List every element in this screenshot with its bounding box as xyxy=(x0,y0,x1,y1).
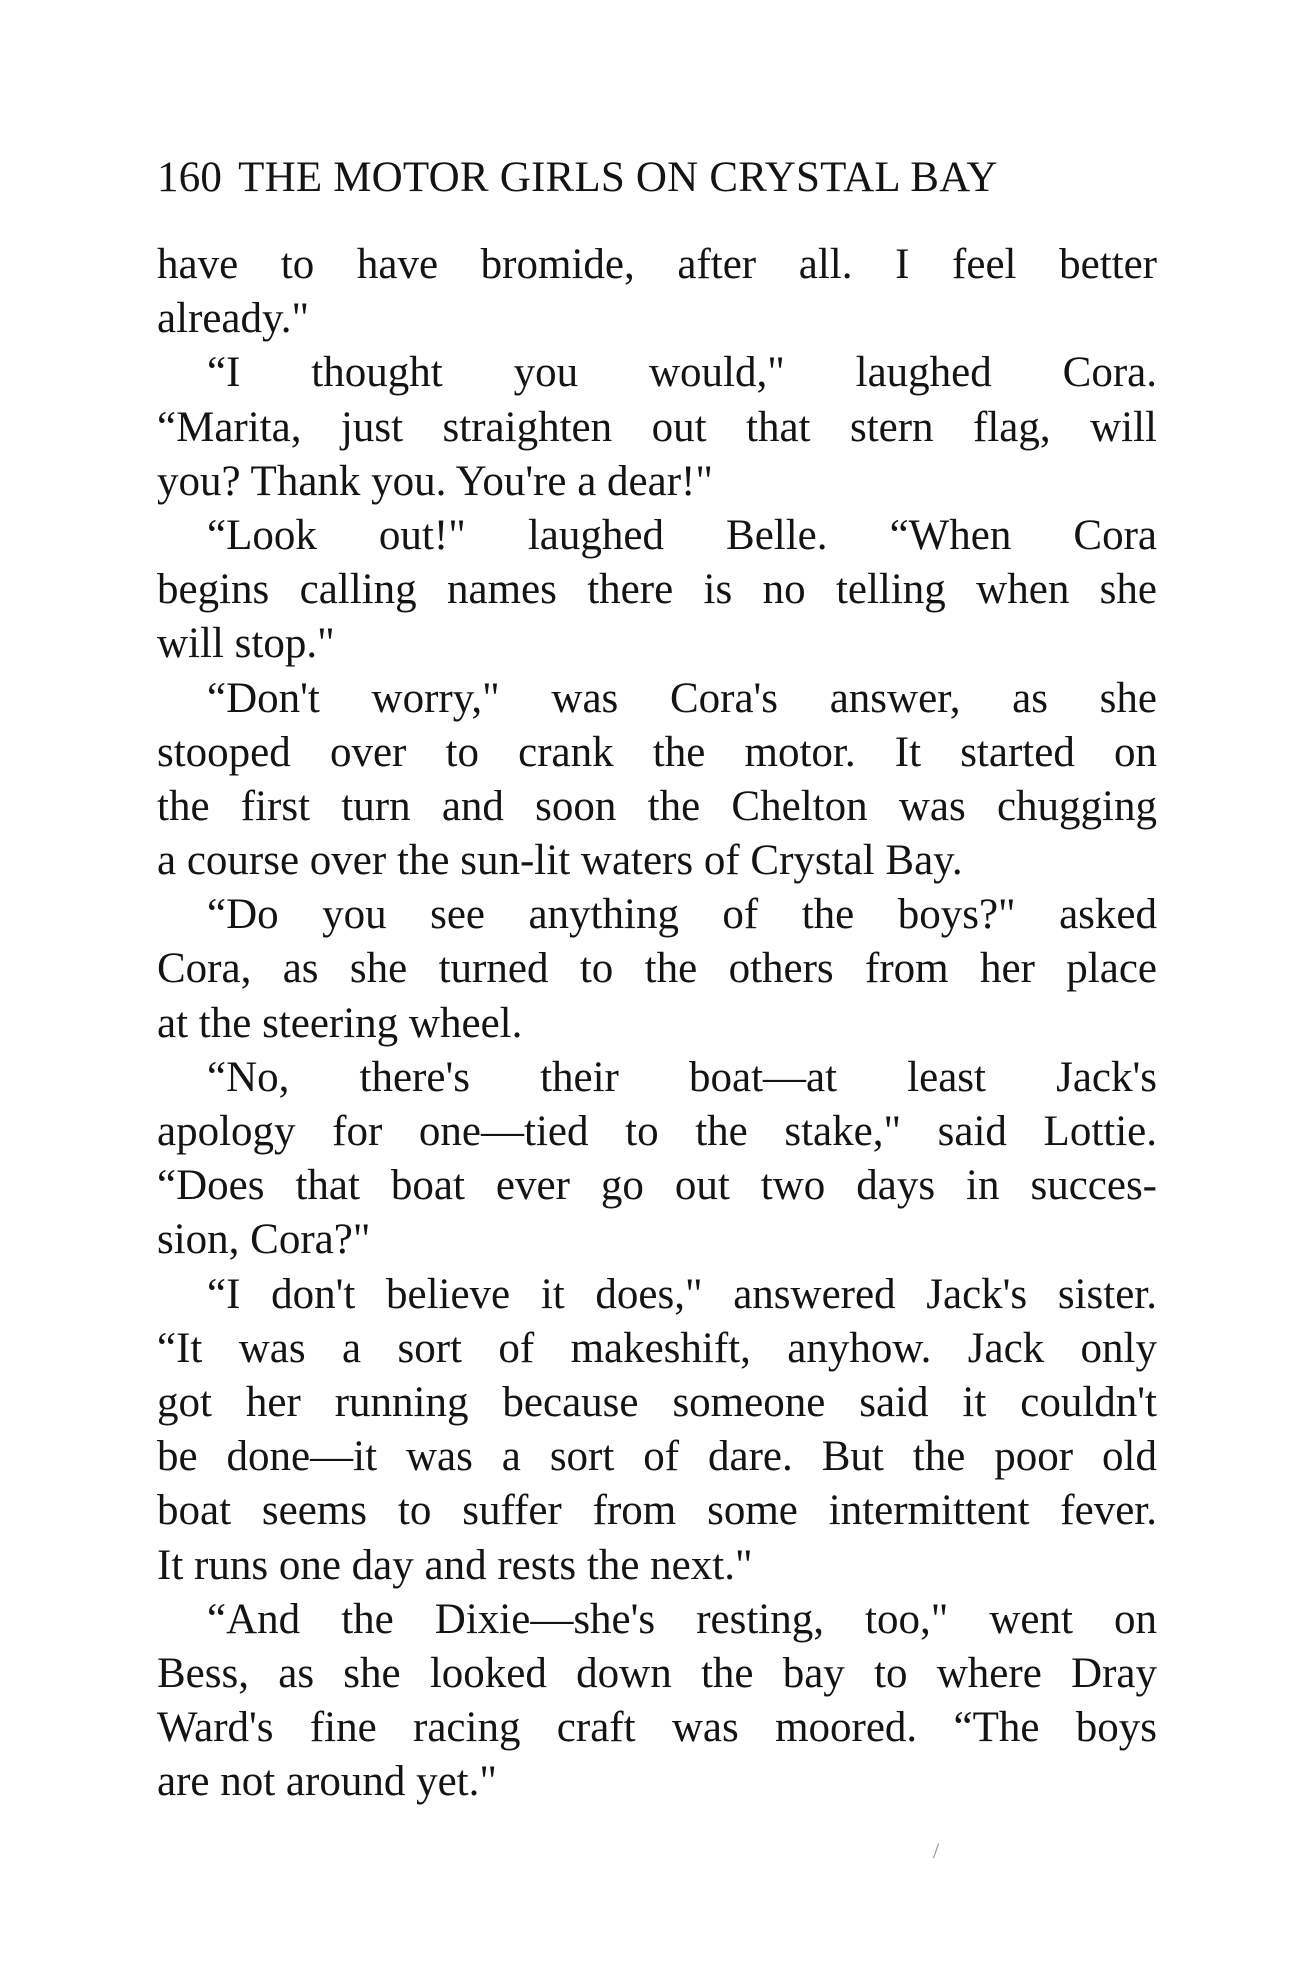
text-line: “I don't believe it does," answered Jack's sister. xyxy=(207,1270,1157,1318)
text-line: already." xyxy=(157,295,310,343)
text-line: got her running because someone said it couldn't xyxy=(157,1378,1157,1426)
text-line: “Does that boat ever go out two days in succes- xyxy=(157,1162,1157,1210)
text-line: sion, Cora?" xyxy=(157,1216,371,1264)
text-line: boat seems to suffer from some intermittent fever. xyxy=(157,1487,1157,1535)
text-line: “Marita, just straighten out that stern flag, will xyxy=(157,403,1157,451)
text-line: It runs one day and rests the next." xyxy=(157,1541,753,1589)
text-line: at the steering wheel. xyxy=(157,999,523,1047)
text-line: will stop." xyxy=(157,620,335,668)
text-line: “I thought you would," laughed Cora. xyxy=(207,349,1157,397)
text-line: stooped over to crank the motor. It started on xyxy=(157,728,1157,776)
text-line: Cora, as she turned to the others from her place xyxy=(157,945,1157,993)
text-line: “Do you see anything of the boys?" asked xyxy=(207,891,1157,939)
text-line: Ward's fine racing craft was moored. “The boys xyxy=(157,1704,1157,1752)
text-line: a course over the sun-lit waters of Crystal Bay. xyxy=(157,837,963,885)
text-line: “Don't worry," was Cora's answer, as she xyxy=(207,674,1157,722)
text-line: “It was a sort of makeshift, anyhow. Jack only xyxy=(157,1324,1157,1372)
text-line: Bess, as she looked down the bay to where Dray xyxy=(157,1649,1157,1697)
text-line: “And the Dixie—she's resting, too," went on xyxy=(207,1595,1157,1643)
text-line: are not around yet." xyxy=(157,1758,497,1806)
scan-speck: / xyxy=(933,1838,940,1863)
page-number: 160 xyxy=(157,154,223,201)
text-line: have to have bromide, after all. I feel better xyxy=(157,241,1157,288)
text-line: apology for one—tied to the stake," said Lottie. xyxy=(157,1108,1157,1155)
running-title: THE MOTOR GIRLS ON CRYSTAL BAY xyxy=(238,154,998,201)
text-line: the first turn and soon the Chelton was chugging xyxy=(157,782,1157,830)
text-line: be done—it was a sort of dare. But the poor old xyxy=(157,1433,1157,1481)
body-text xyxy=(157,238,1157,1809)
text-line: “Look out!" laughed Belle. “When Cora xyxy=(207,511,1157,559)
text-line: “No, there's their boat—at least Jack's xyxy=(207,1053,1157,1101)
running-header xyxy=(157,150,1117,206)
text-line: begins calling names there is no telling when she xyxy=(157,566,1157,614)
text-line: you? Thank you. You're a dear!" xyxy=(157,457,713,505)
